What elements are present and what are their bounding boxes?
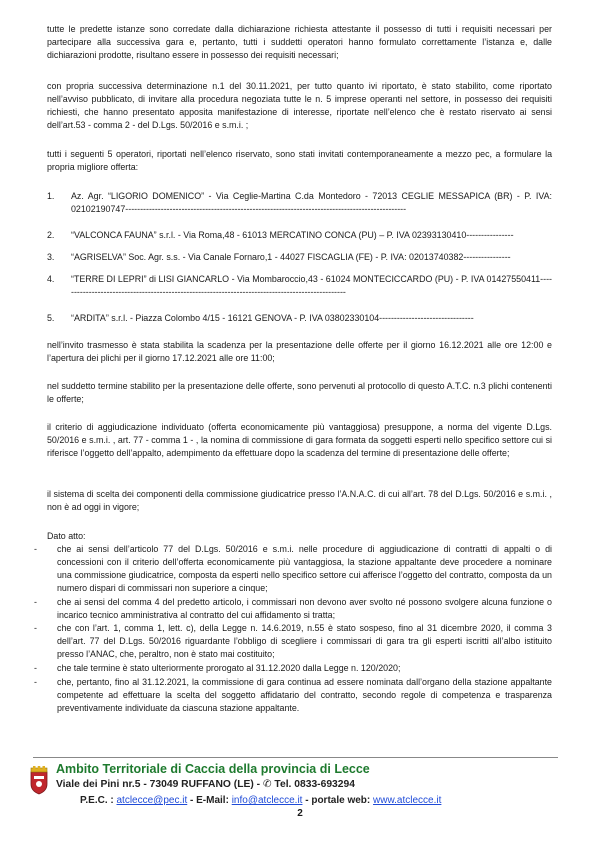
point-text: che, pertanto, fino al 31.12.2021, la commissione di gara continua ad essere nominata dall’organo della stazione appaltante competente ad effettuare la scelta del soggetto affidatario del contratto, secondo regole di competenza e trasparenza preventivamente individuate da ciascuna stazione appaltante.	[57, 677, 552, 713]
paragraph-criterio: il criterio di aggiudicazione individuato (offerta economicamente più vantaggiosa) presuppone, a norma del vigente D.Lgs. 50/2016 e s.m.i. , art. 77 - comma 1 - , la nomina di commissione di gara formata da soggetti esperti nello specifico settore cui si riferisce l’oggetto dell’appalto, adempimento da effettuare dopo la scadenza del termine di presentazione delle offerte;	[47, 422, 552, 458]
dato-atto-point-5	[34, 676, 552, 715]
province-crest-icon	[28, 765, 50, 795]
email-label: - E-Mail:	[190, 795, 229, 806]
footer-address: Viale dei Pini nr.5 - 73049 RUFFANO (LE) - ✆ Tel. 0833-693294	[56, 779, 355, 790]
paragraph-plichi: nel suddetto termine stabilito per la presentazione delle offerte, sono pervenuti al protocollo di questo A.T.C. n.3 plichi contenenti le offerte;	[47, 381, 552, 404]
operator-number: 5.	[47, 313, 55, 323]
footer-contacts	[80, 795, 441, 806]
operator-text: Az. Agr. “LIGORIO DOMENICO” - Via Ceglie-Martina C.da Montedoro - 72013 CEGLIE MESSAPICA (BR) - P. IVA: 02102190747-----------------------------------------------------------------------------------------------	[71, 191, 552, 214]
operator-item-1	[47, 190, 552, 216]
operator-item-2	[47, 229, 552, 242]
paragraph-scadenza: nell’invito trasmesso è stata stabilita la scadenza per la presentazione delle offerte per il giorno 16.12.2021 alle ore 12:00 e l’apertura dei plichi per il giorno 17.12.2021 alle ore 11:00;	[47, 340, 552, 363]
website-link[interactable]: www.atclecce.it	[373, 795, 442, 806]
point-text: che ai sensi dell’articolo 77 del D.Lgs. 50/2016 e s.m.i. nelle procedure di aggiudicazione di contratti di appalti o di concessioni con il criterio dell’offerta economicamente più vantaggiosa, la stazione appaltante deve procedere a nominare una commissione giudicatrice, composta da esperti nello specifico settore cui afferisce l’oggetto del contratto, composta da un numero dispari di commissari non superiore a cinque;	[57, 544, 552, 593]
pec-link[interactable]: atclecce@pec.it	[116, 795, 188, 806]
dato-atto-point-3	[34, 622, 552, 661]
operator-text: “ARDITA” s.r.l. - Piazza Colombo 4/15 - 16121 GENOVA - P. IVA 03802330104--------------------------------	[71, 313, 474, 323]
pec-label: P.E.C. :	[80, 795, 114, 806]
bullet-dash: -	[34, 623, 37, 633]
web-label: - portale web:	[305, 795, 371, 806]
bullet-dash: -	[34, 597, 37, 607]
bullet-dash: -	[34, 677, 37, 687]
point-text: che tale termine è stato ulteriormente prorogato al 31.12.2020 dalla Legge n. 120/2020;	[57, 663, 401, 673]
operator-number: 4.	[47, 274, 55, 284]
operator-item-4	[47, 273, 552, 299]
paragraph-invitati: tutti i seguenti 5 operatori, riportati nell’elenco riservato, sono stati invitati contemporaneamente a mezzo pec, a formulare la propria migliore offerta:	[47, 149, 552, 172]
email-link[interactable]: info@atclecce.it	[231, 795, 303, 806]
footer-divider	[33, 757, 558, 758]
dato-atto-heading: Dato atto:	[47, 531, 86, 541]
page-number: 2	[297, 808, 303, 819]
bullet-dash: -	[34, 663, 37, 673]
operator-text: “VALCONCA FAUNA” s.r.l. - Via Roma,48 - 61013 MERCATINO CONCA (PU) – P. IVA 02393130410----------------	[71, 230, 514, 240]
bullet-dash: -	[34, 544, 37, 554]
point-text: che ai sensi del comma 4 del predetto articolo, i commissari non devono aver svolto né possono svolgere alcuna funzione o incarico tecnico amministrativa al contratto del cui affidamento si tratta;	[57, 597, 552, 620]
operator-item-3	[47, 251, 552, 264]
paragraph-anac: il sistema di scelta dei componenti della commissione giudicatrice presso l’A.N.A.C. di cui all’art. 78 del D.Lgs. 50/2016 e s.m.i. , non è ad oggi in vigore;	[47, 489, 552, 512]
operator-number: 1.	[47, 191, 55, 201]
operator-number: 2.	[47, 230, 55, 240]
operator-number: 3.	[47, 252, 55, 262]
operator-item-5	[47, 312, 552, 325]
operator-text: “TERRE DI LEPRI” di LISI GIANCARLO - Via Mombaroccio,43 - 61024 MONTECICCARDO (PU) - P. IVA 01427550411-------------------------------------------------------------------------------------------------	[71, 274, 552, 297]
point-text: che con l’art. 1, comma 1, lett. c), della Legge n. 14.6.2019, n.55 è stato sospeso, fino al 31 dicembre 2020, il comma 3 dell’art. 77 del D.Lgs. 50/2016 riguardante l’obbligo di scegliere i commissari di gara tra gli esperti iscritti all’albo istituito presso l’ANAC, che, peraltro, non è stato mai costituito;	[57, 623, 552, 659]
dato-atto-point-2	[34, 596, 552, 622]
paragraph-istanze: tutte le predette istanze sono corredate dalla dichiarazione richiesta attestante il possesso di tutti i requisiti necessari per partecipare alla successiva gara e, pertanto, tutti i suddetti operatori hanno formulato correttamente l’istanza e, dalle dichiarazioni prodotte, risultano essere in possesso dei requisiti necessari;	[47, 24, 552, 60]
dato-atto-point-4	[34, 662, 552, 675]
dato-atto-point-1	[34, 543, 552, 595]
footer-organization-name: Ambito Territoriale di Caccia della provincia di Lecce	[56, 762, 370, 776]
paragraph-determinazione: con propria successiva determinazione n.1 del 30.11.2021, per tutto quanto ivi riportato, è stato stabilito, come riportato nell’avviso pubblicato, di invitare alla procedura negoziata tutte le n. 5 imprese operanti nel settore, in possesso dei requisiti richiesti, che hanno presentato apposita manifestazione di interesse, riportate nell’elenco che è restato riservato ai sensi dell’art.53 - comma 2 - del D.Lgs. 50/2016 e s.m.i. ;	[47, 81, 552, 130]
operator-text: “AGRISELVA” Soc. Agr. s.s. - Via Canale Fornaro,1 - 44027 FISCAGLIA (FE) - P. IVA: 02013740382----------------	[71, 252, 511, 262]
